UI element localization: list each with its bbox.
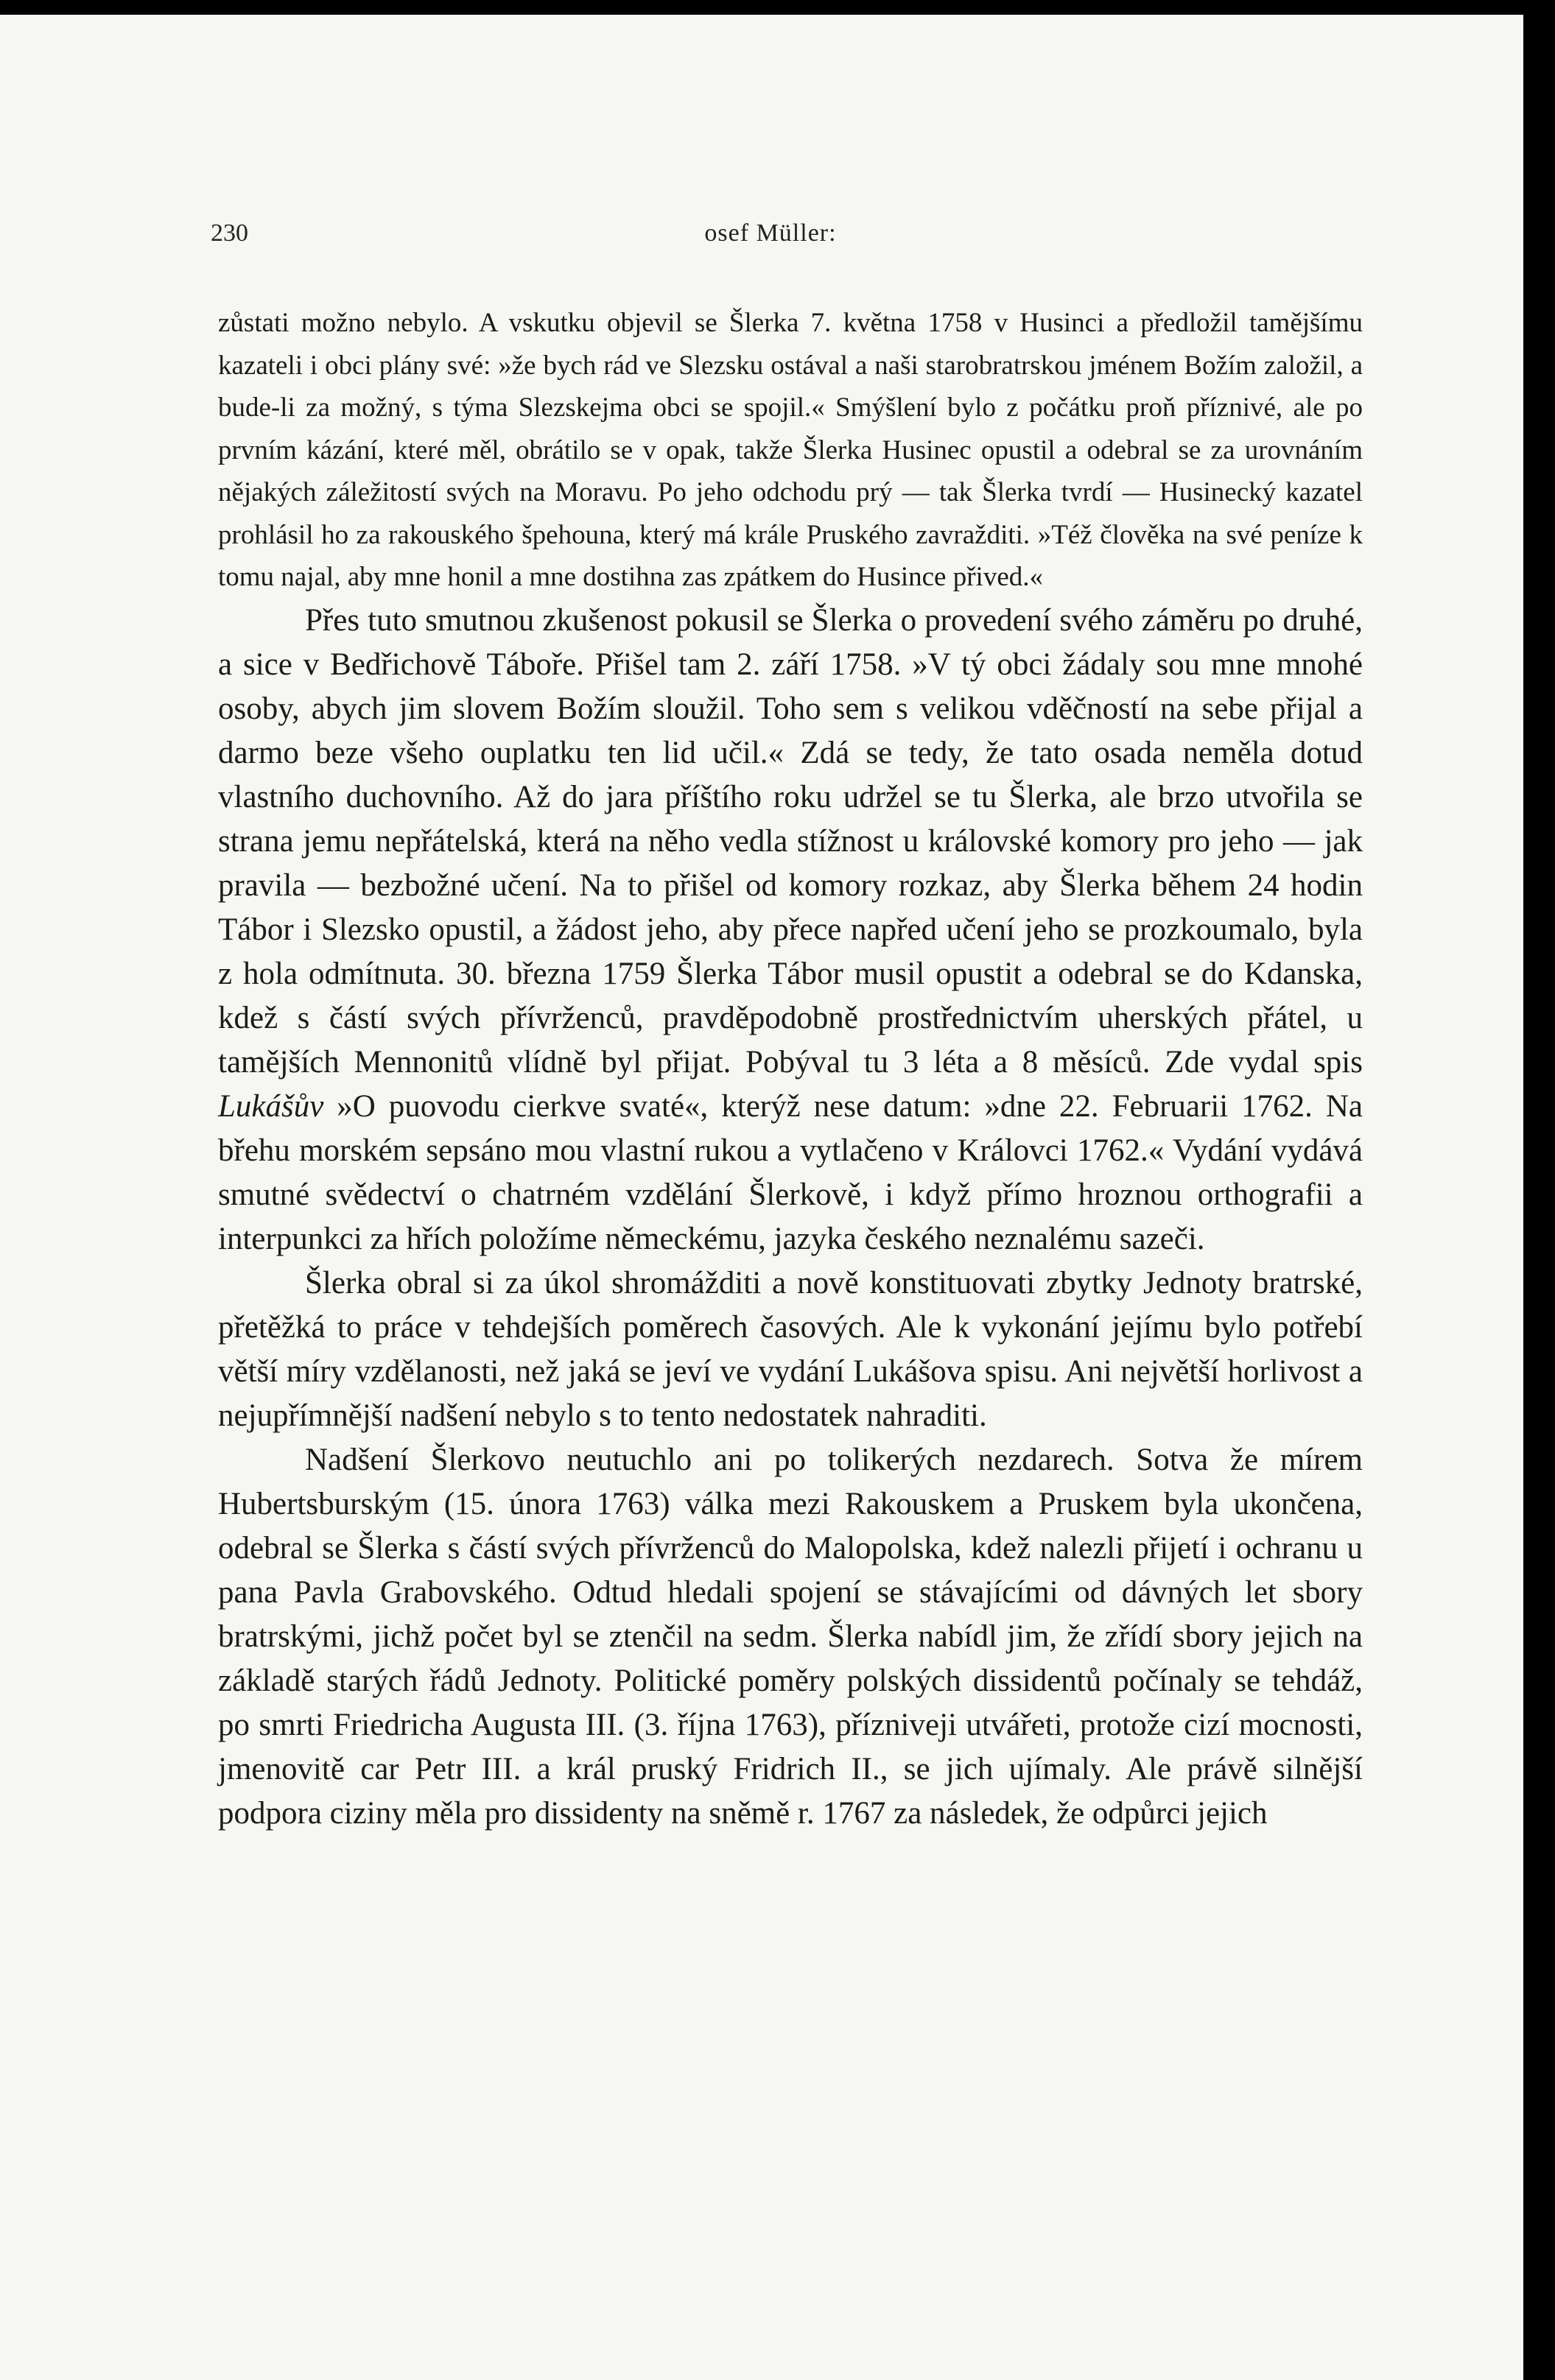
page-number: 230 [211,219,248,247]
paragraph-4: Nadšení Šlerkovo neutuchlo ani po tolikerých nezdarech. Sotva že mírem Hubertsburským (15. února 1763) válka mezi Rakouskem a Pruskem byla ukončena, odebral se Šlerka s částí svých přívrženců do Malopolska, kdež nalezli přijetí i ochranu u pana Pavla Grabovského. Odtud hledali spojení se stávajícími od dávných let sbory bratrskými, jichž počet byl se ztenčil na sedm. Šlerka nabídl jim, že zřídí sbory jejich na základě starých řádů Jednoty. Politické poměry polských dissidentů počínaly se tehdáž, po smrti Friedricha Augusta III. (3. října 1763), přízniveji utvářeti, protože cizí mocnosti, jmenovitě car Petr III. a král pruský Fridrich II., se jich ujímaly. Ale právě silnější podpora ciziny měla pro dissidenty na sněmě r. 1767 za následek, že odpůrci jejich [218,1442,1363,1831]
paragraph-2-continuation: »O puovodu cierkve svaté«, kterýž nese datum: »dne 22. Februarii 1762. Na břehu morském sepsáno mou vlastní rukou a vytlačeno v Královci 1762.« Vydání vydává smutné svědectví o chatrném vzdělání Šlerkově, i když přímo hroznou orthografii a interpunkci za hřích položíme německému, jazyka českého neznalému sazeči. [218,1088,1363,1256]
paragraph-3: Šlerka obral si za úkol shromážditi a nově konstituovati zbytky Jednoty bratrské, přetěžká to práce v tehdejších poměrech časových. Ale k vykonání jejímu bylo potřebí větší míry vzdělanosti, než jaká se jeví ve vydání Lukášova spisu. Ani největší horlivost a nejupřímnější nadšení nebylo s to tento nedostatek nahraditi. [218,1265,1363,1433]
paragraph-2-text: Přes tuto smutnou zkušenost pokusil se Šlerka o provedení svého záměru po druhé, a sice v Bedřichově Táboře. Přišel tam 2. září 1758. »V tý obci žádaly sou mne mnohé osoby, abych jim slovem Božím sloužil. Toho sem s velikou vděčností na sebe přijal a darmo beze všeho ouplatku ten lid učil.« Zdá se tedy, že tato osada neměla dotud vlastního duchovního. Až do jara příštího roku udržel se tu Šlerka, ale brzo utvořila se strana jemu nepřátelská, která na něho vedla stížnost u královské komory pro jeho — jak pravila — bezbožné učení. Na to přišel od komory rozkaz, aby Šlerka během 24 hodin Tábor i Slezsko opustil, a žádost jeho, aby přece napřed učení jeho se prozkoumalo, byla z hola odmítnuta. 30. března 1759 Šlerka Tábor musil opustit a odebral se do Kdanska, kdež s částí svých přívrženců, pravděpodobně prostřednictvím uherských přátel, u tamějších Mennonitů vlídně byl přijat. Pobýval tu 3 léta a 8 měsíců. Zde vydal spis [218,602,1363,1080]
paragraph-1: zůstati možno nebylo. A vskutku objevil se Šlerka 7. května 1758 v Husinci a předložil tamějšímu kazateli i obci plány své: »že bych rád ve Slezsku ostával a naši starobratrskou jménem Božím založil, a bude-li za možný, s týma Slezskejma obci se spojil.« Smýšlení bylo z počátku proň příznivé, ale po prvním kázání, které měl, obrátilo se v opak, takže Šlerka Husinec opustil a odebral se za urovnáním nějakých záležitostí svých na Moravu. Po jeho odchodu prý — tak Šlerka tvrdí — Husinecký kazatel prohlásil ho za rakouského špehouna, který má krále Pruského zavražditi. »Též člověka na své peníze k tomu najal, aby mne honil a mne dostihna zas zpátkem do Husince přived.« [218,308,1363,592]
paragraph-2 [218,599,1363,1261]
page-header [211,219,1330,264]
page-body [218,302,1363,1836]
running-head: osef Müller: [704,219,837,247]
book-title-italic: Lukášův [218,1088,324,1124]
book-page [0,15,1523,2380]
